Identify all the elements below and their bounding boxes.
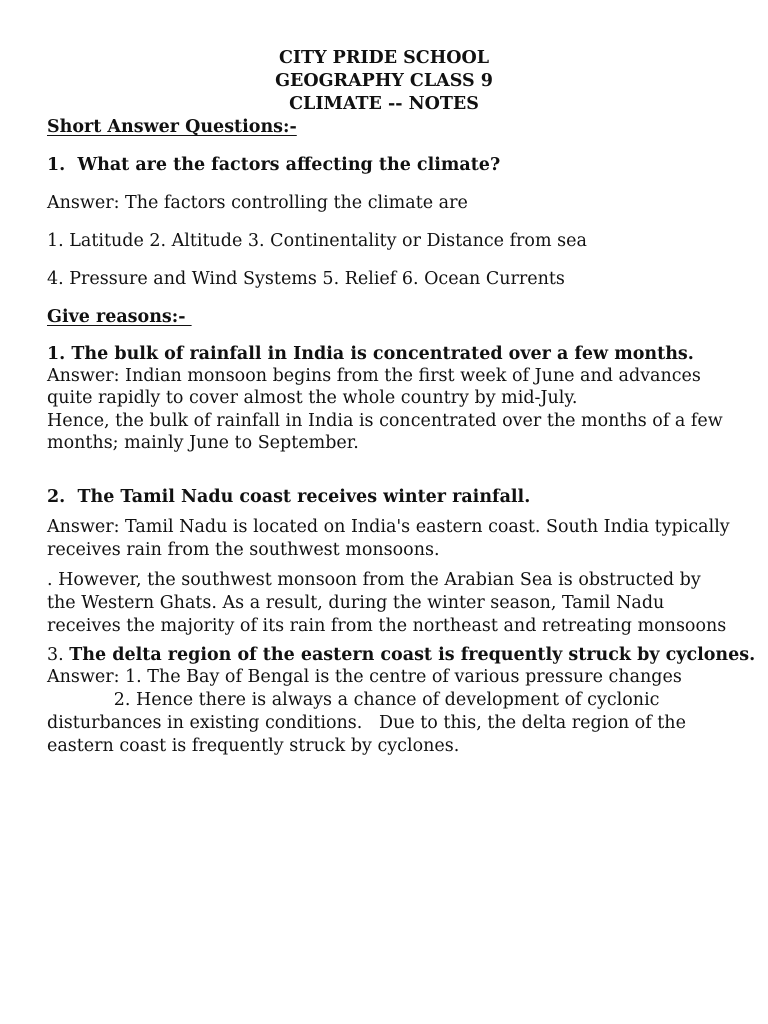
reason-1-question: 1. The bulk of rainfall in India is concentrated over a few months. bbox=[47, 344, 694, 364]
reason-2-question: 2. The Tamil Nadu coast receives winter rainfall. bbox=[47, 487, 531, 507]
class-title: GEOGRAPHY CLASS 9 bbox=[275, 71, 493, 91]
reason-1-answer-line-1: Answer: Indian monsoon begins from the first week of June and advances bbox=[47, 366, 701, 386]
reason-3-answer-line-4: eastern coast is frequently struck by cyclones. bbox=[47, 736, 460, 756]
reason-3-question: The delta region of the eastern coast is frequently struck by cyclones. bbox=[69, 645, 756, 665]
reason-1-answer-line-3: Hence, the bulk of rainfall in India is concentrated over the months of a few bbox=[47, 411, 723, 431]
reason-3-question-line bbox=[47, 644, 755, 666]
reason-3-number: 3. bbox=[47, 645, 70, 665]
answer-1-list-line-1: 1. Latitude 2. Altitude 3. Continentality or Distance from sea bbox=[47, 231, 587, 251]
reason-3-answer-line-1: Answer: 1. The Bay of Bengal is the centre of various pressure changes bbox=[47, 667, 682, 687]
reason-1-answer-line-2: quite rapidly to cover almost the whole country by mid-July. bbox=[47, 388, 578, 408]
reason-2-answer-line-5: receives the majority of its rain from the northeast and retreating monsoons bbox=[47, 616, 727, 636]
answer-1-list-line-2: 4. Pressure and Wind Systems 5. Relief 6. Ocean Currents bbox=[47, 269, 565, 289]
answer-1-intro: Answer: The factors controlling the climate are bbox=[47, 193, 468, 213]
short-answer-heading: Short Answer Questions:- bbox=[47, 117, 297, 137]
reason-1-answer-line-4: months; mainly June to September. bbox=[47, 433, 359, 453]
question-1: 1. What are the factors affecting the climate? bbox=[47, 155, 501, 175]
notes-title: CLIMATE -- NOTES bbox=[289, 94, 479, 114]
reason-2-answer-line-2: receives rain from the southwest monsoons. bbox=[47, 540, 440, 560]
school-name: CITY PRIDE SCHOOL bbox=[278, 48, 490, 68]
reason-2-answer-line-4: the Western Ghats. As a result, during the winter season, Tamil Nadu bbox=[47, 593, 665, 613]
reason-2-answer-line-1: Answer: Tamil Nadu is located on India's eastern coast. South India typically bbox=[47, 517, 730, 537]
give-reasons-heading: Give reasons:- bbox=[47, 307, 192, 327]
reason-2-answer-line-3: . However, the southwest monsoon from the Arabian Sea is obstructed by bbox=[47, 570, 701, 590]
reason-3-answer-line-2: 2. Hence there is always a chance of development of cyclonic bbox=[47, 690, 660, 710]
reason-3-answer-line-3: disturbances in existing conditions. Due to this, the delta region of the bbox=[47, 713, 686, 733]
